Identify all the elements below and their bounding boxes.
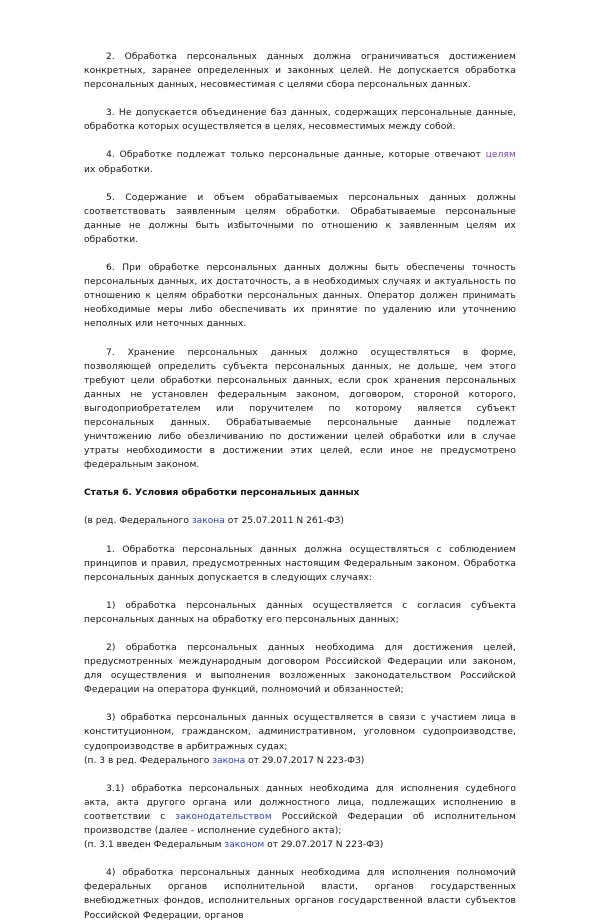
article-6-heading: Статья 6. Условия обработки персональных данных (84, 488, 360, 499)
list-item-3: 3) обработка персональных данных осуществляется в связи с участием лица в конституционном, гражданском, административном, уголовном судопроизводстве, судопроизводстве в арбитражных судах; (84, 713, 516, 752)
article-6-note-before-link: (в ред. Федерального (84, 516, 192, 527)
article-6-revision-note (84, 514, 516, 528)
list-item-3-1-revision-note (84, 838, 516, 852)
document-body (84, 50, 516, 923)
link-zakona-261fz[interactable]: закона (191, 516, 225, 527)
paragraph-6: 6. При обработке персональных данных должны быть обеспечены точность персональных данных, их достаточность, а в необходимых случаях и актуальность по отношению к целям обработки персональных данных. Оператор должен принимать необходимые меры либо обеспечивать их принятие по удалению или уточнению неполных или неточных данных. (84, 263, 516, 330)
paragraph-4-text-before-link: 4. Обработке подлежат только персональные данные, которые отвечают (106, 150, 486, 161)
item-3-note-before-link: (п. 3 в ред. Федерального (84, 755, 213, 766)
item-3-1-text-part-2: Российской Федерации об исполнительном производстве (далее - исполнение судебного акта); (84, 811, 516, 837)
item-3-note-after-link: от 29.07.2017 N 223-ФЗ) (245, 755, 365, 766)
list-item-3-revision-note (84, 754, 516, 768)
paragraph-7: 7. Хранение персональных данных должно осуществляться в форме, позволяющей определить субъекта персональных данных, не дольше, чем этого требуют цели обработки персональных данных, если срок хранения персональных данных не установлен федеральным законом, договором, стороной которого, выгодоприобретателем или поручителем по которому является субъект персональных данных. Обрабатываемые персональные данные подлежат уничтожению либо обезличиванию по достижении целей обработки или в случае утраты необходимости в достижении этих целей, если иное не предусмотрено федеральным законом. (84, 347, 516, 471)
paragraph-4 (84, 148, 516, 176)
list-item-2: 2) обработка персональных данных необходима для достижения целей, предусмотренных международным договором Российской Федерации или законом, для осуществления и выполнения возложенных законодательством Российской Федерации на оператора функций, полномочий и обязанностей; (84, 643, 516, 696)
item-3-1-note-before-link: (п. 3.1 введен Федеральным (84, 840, 225, 851)
paragraph-5: 5. Содержание и объем обрабатываемых персональных данных должны соответствовать заявленным целям обработки. Обрабатываемые персональные данные не должны быть избыточными по отношению к заявленным целям их обработки. (84, 192, 516, 245)
article-6-paragraph-1: 1. Обработка персональных данных должна осуществляться с соблюдением принципов и правил, предусмотренных настоящим Федеральным законом. Обработка персональных данных допускается в следующих случаях: (84, 544, 516, 583)
paragraph-2: 2. Обработка персональных данных должна ограничиваться достижением конкретных, заранее определенных и законных целей. Не допускается обработка персональных данных, несовместимая с целями сбора персональных данных. (84, 52, 516, 91)
item-3-1-text-part-1: 3.1) обработка персональных данных необходима для исполнения судебного акта, акта другого органа или должностного лица, подлежащих исполнению в соответствии с (84, 783, 516, 822)
list-item-1: 1) обработка персональных данных осуществляется с согласия субъекта персональных данных на обработку его персональных данных; (84, 600, 516, 625)
link-zakonodatelstvom[interactable]: законодательством (175, 811, 272, 822)
list-item-3-1 (84, 782, 516, 838)
link-zakona-223fz[interactable]: закона (212, 755, 246, 766)
paragraph-4-text-after-link: их обработки. (84, 164, 153, 175)
paragraph-3: 3. Не допускается объединение баз данных, содержащих персональные данные, обработка которых осуществляется в целях, несовместимых между собой. (84, 108, 516, 133)
link-zakonom-223fz[interactable]: законом (224, 840, 265, 851)
item-3-1-note-after-link: от 29.07.2017 N 223-ФЗ) (264, 840, 384, 851)
article-6-note-after-link: от 25.07.2011 N 261-ФЗ) (224, 516, 344, 527)
link-celyam[interactable]: целям (485, 150, 516, 161)
list-item-4: 4) обработка персональных данных необходима для исполнения полномочий федеральных органов исполнительной власти, органов государственных внебюджетных фондов, исполнительных органов государственной власти субъектов Российской Федерации, органов (84, 868, 516, 921)
